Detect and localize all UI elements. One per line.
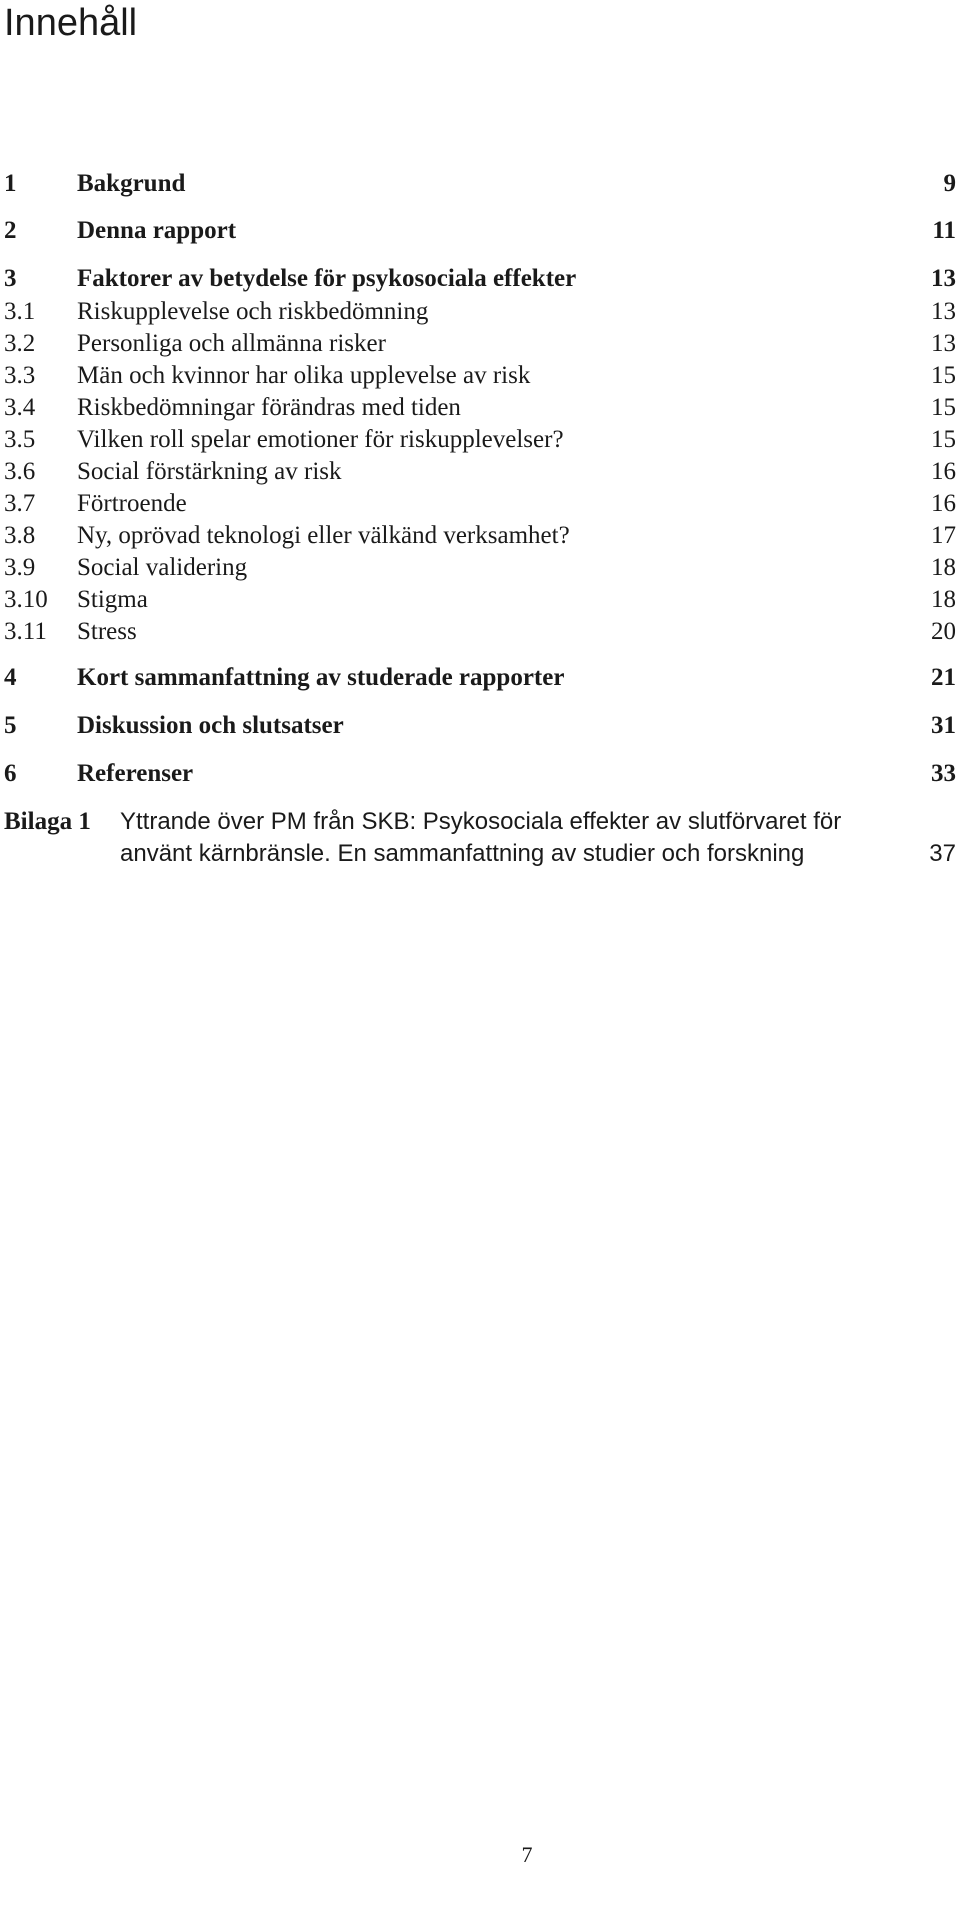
toc-entry-number: 3.8	[4, 522, 36, 549]
toc-entry-number: 3.5	[4, 426, 36, 453]
page-title: Innehåll	[4, 2, 138, 44]
toc-entry-title: Ny, oprövad teknologi eller välkänd verksamhet?	[77, 522, 570, 549]
toc-entry-page: 9	[943, 170, 956, 197]
appendix-title-line-1: Yttrande över PM från SKB: Psykosociala effekter av slutförvaret för	[120, 808, 842, 835]
appendix-page: 37	[929, 840, 956, 867]
toc-entry-page: 21	[931, 664, 956, 691]
toc-entry[interactable]	[0, 424, 960, 456]
toc-entry[interactable]	[0, 520, 960, 552]
toc-entry[interactable]	[0, 168, 960, 200]
toc-entry-title: Diskussion och slutsatser	[77, 712, 344, 739]
toc-entry[interactable]	[0, 263, 960, 295]
toc-entry-page: 11	[932, 217, 956, 244]
toc-entry[interactable]	[0, 616, 960, 648]
toc-entry-title: Män och kvinnor har olika upplevelse av risk	[77, 362, 531, 389]
toc-entry-number: 3.3	[4, 362, 36, 389]
toc-entry-number: 1	[4, 170, 17, 197]
toc-entry[interactable]	[0, 662, 960, 694]
toc-entry[interactable]	[0, 552, 960, 584]
toc-entry[interactable]	[0, 710, 960, 742]
toc-entry[interactable]	[0, 456, 960, 488]
page-number: 7	[521, 1842, 533, 1867]
toc-entry[interactable]	[0, 392, 960, 424]
toc-entry-number: 3	[4, 265, 17, 292]
toc-entry[interactable]	[0, 215, 960, 247]
toc-entry-page: 16	[931, 490, 956, 517]
toc-entry-number: 3.4	[4, 394, 36, 421]
toc-entry-title: Riskbedömningar förändras med tiden	[77, 394, 461, 421]
toc-entry-number: 3.7	[4, 490, 36, 517]
toc-entry-page: 18	[931, 586, 956, 613]
toc-entry-page: 15	[931, 394, 956, 421]
toc-entry-title: Social validering	[77, 554, 248, 581]
toc-entry-title: Stigma	[77, 586, 148, 613]
toc-entry-page: 13	[931, 265, 956, 292]
toc-entry[interactable]	[0, 328, 960, 360]
toc-entry-title: Personliga och allmänna risker	[77, 330, 386, 357]
toc-entry-title: Riskupplevelse och riskbedömning	[77, 298, 429, 325]
toc-entry-title: Bakgrund	[77, 170, 186, 197]
toc-entry[interactable]	[0, 758, 960, 790]
toc-entry-title: Denna rapport	[77, 217, 237, 244]
toc-entry-page: 31	[931, 712, 956, 739]
toc-entry-title: Kort sammanfattning av studerade rapporter	[77, 664, 565, 691]
toc-entry-page: 33	[931, 760, 956, 787]
toc-entry-number: 2	[4, 217, 17, 244]
toc-entry-title: Referenser	[77, 760, 194, 787]
toc-entry[interactable]	[0, 360, 960, 392]
appendix-title-line-2: använt kärnbränsle. En sammanfattning av studier och forskning	[120, 840, 805, 867]
toc-entry-title: Social förstärkning av risk	[77, 458, 342, 485]
toc-entry[interactable]	[0, 296, 960, 328]
toc-entry-number: 3.9	[4, 554, 36, 581]
toc-entry-page: 16	[931, 458, 956, 485]
toc-entry-title: Vilken roll spelar emotioner för riskupplevelser?	[77, 426, 564, 453]
toc-entry-page: 13	[931, 330, 956, 357]
toc-entry-number: 3.6	[4, 458, 36, 485]
appendix-label: Bilaga 1	[4, 808, 91, 835]
toc-entry-number: 3.10	[4, 586, 48, 613]
toc-entry-number: 3.2	[4, 330, 36, 357]
toc-entry-number: 6	[4, 760, 17, 787]
toc-entry-number: 5	[4, 712, 17, 739]
toc-entry-page: 15	[931, 426, 956, 453]
toc-entry-title: Förtroende	[77, 490, 187, 517]
toc-entry[interactable]	[0, 584, 960, 616]
toc-entry-page: 15	[931, 362, 956, 389]
toc-entry-title: Stress	[77, 618, 137, 645]
toc-entry-number: 4	[4, 664, 17, 691]
toc-entry-page: 13	[931, 298, 956, 325]
toc-entry-title: Faktorer av betydelse för psykosociala effekter	[77, 265, 577, 292]
toc-entry[interactable]	[0, 488, 960, 520]
toc-entry-page: 20	[931, 618, 956, 645]
toc-entry-page: 18	[931, 554, 956, 581]
toc-entry-number: 3.1	[4, 298, 36, 325]
toc-entry-number: 3.11	[4, 618, 47, 645]
toc-entry-page: 17	[931, 522, 956, 549]
